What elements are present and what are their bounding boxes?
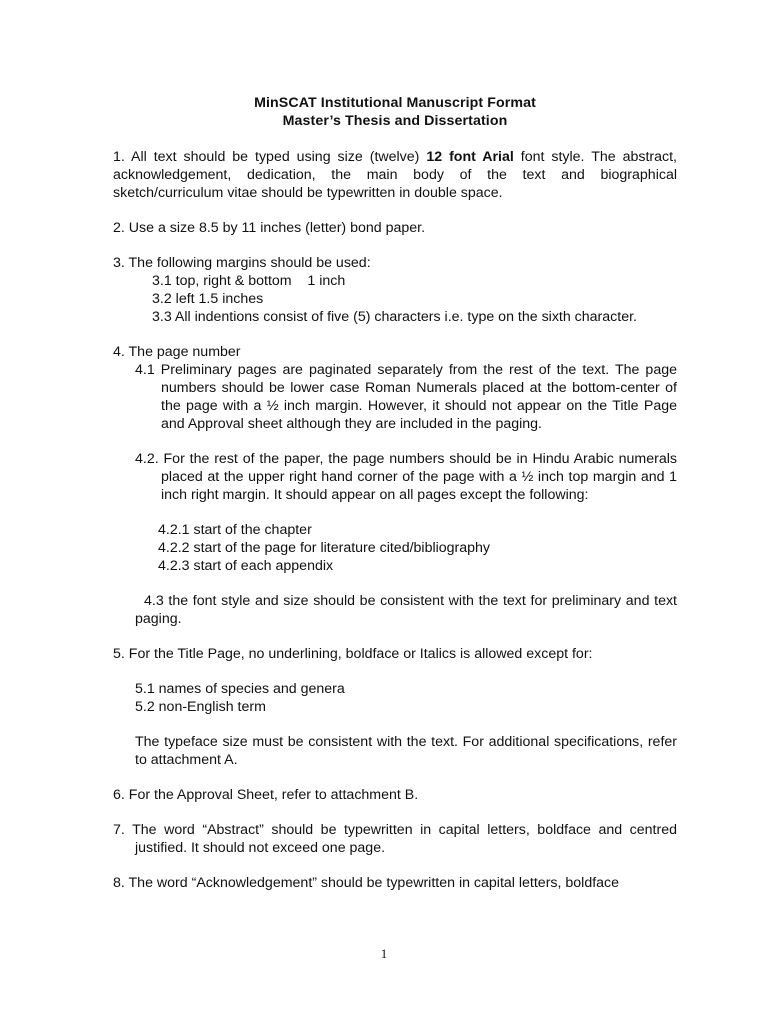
item-4-2-2: 4.2.2 start of the page for literature cited/bibliography xyxy=(158,540,491,556)
item-2: 2. Use a size 8.5 by 11 inches (letter) bond paper. xyxy=(113,220,426,236)
document-title: MinSCAT Institutional Manuscript Format xyxy=(254,95,536,111)
item-1-bold-text: 12 font Arial xyxy=(426,149,514,165)
item-1-text: 1. All text should be typed using size (twelve) xyxy=(113,149,427,165)
item-4-3: 4.3 the font style and size should be consistent with the text for preliminary and text paging. xyxy=(135,593,677,627)
item-8: 8. The word “Acknowledgement” should be typewritten in capital letters, boldface xyxy=(113,875,620,891)
item-3: 3. The following margins should be used: xyxy=(113,255,371,271)
page-number: 1 xyxy=(380,946,388,961)
document-page xyxy=(113,94,677,892)
item-3-3: 3.3 All indentions consist of five (5) characters i.e. type on the sixth character. xyxy=(152,309,637,325)
item-4-2-1: 4.2.1 start of the chapter xyxy=(158,522,312,538)
item-3-2: 3.2 left 1.5 inches xyxy=(152,291,264,307)
item-7: 7. The word “Abstract” should be typewritten in capital letters, boldface and centred justified. It should not exceed one page. xyxy=(113,822,677,856)
item-6: 6. For the Approval Sheet, refer to attachment B. xyxy=(113,787,419,803)
item-5-2: 5.2 non-English term xyxy=(135,699,266,715)
item-5-1: 5.1 names of species and genera xyxy=(135,681,345,697)
item-4-2-3: 4.2.3 start of each appendix xyxy=(158,558,334,574)
item-4-2: 4.2. For the rest of the paper, the page numbers should be in Hindu Arabic numerals placed at the upper right hand corner of the page with a ½ inch top margin and 1 inch right margin. It should appear on all pages except the following: xyxy=(135,451,677,503)
item-3-1: 3.1 top, right & bottom 1 inch xyxy=(152,273,346,289)
item-1 xyxy=(113,148,677,202)
item-5: 5. For the Title Page, no underlining, boldface or Italics is allowed except for: xyxy=(113,646,593,662)
document-subtitle: Master’s Thesis and Dissertation xyxy=(282,113,508,129)
item-4-1: 4.1 Preliminary pages are paginated separately from the rest of the text. The page numbers should be lower case Roman Numerals placed at the bottom-center of the page with a ½ inch margin. However, it should not appear on the Title Page and Approval sheet although they are included in the paging. xyxy=(135,362,677,432)
item-5-note: The typeface size must be consistent with the text. For additional specifications, refer to attachment A. xyxy=(135,734,677,768)
item-4: 4. The page number xyxy=(113,344,241,360)
item-1-text-continued: font style. The abstract, acknowledgement, dedication, the main body of the text and biographical sketch/curriculum vitae should be typewritten in double space. xyxy=(113,149,678,201)
